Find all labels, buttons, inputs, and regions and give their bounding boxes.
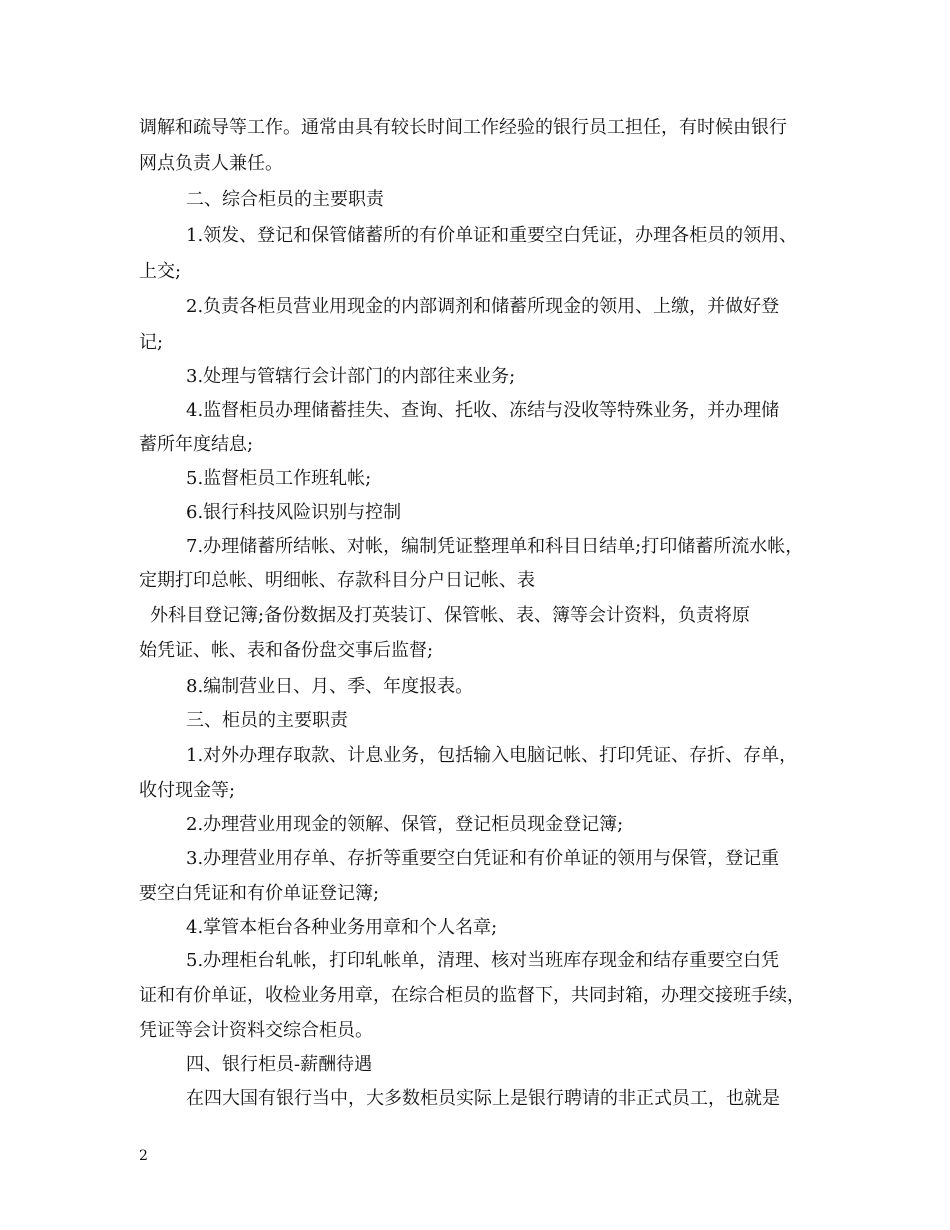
text-line: 外科目登记簿;备份数据及打英装订、保管帐、表、簿等会计资料，负责将原 bbox=[150, 605, 751, 626]
text-line: 5.监督柜员工作班轧帐; bbox=[186, 468, 372, 489]
text-line: 2.负责各柜员营业用现金的内部调剂和储蓄所现金的领用、上缴，并做好登 bbox=[186, 296, 780, 317]
text-line: 5.办理柜台轧帐，打印轧帐单，清理、核对当班库存现金和结存重要空白凭 bbox=[186, 950, 780, 971]
text-line: 定期打印总帐、明细帐、存款科目分户日记帐、表 bbox=[139, 570, 535, 591]
text-line: 上交; bbox=[139, 261, 182, 282]
text-line: 4.监督柜员办理储蓄挂失、查询、托收、冻结与没收等特殊业务，并办理储 bbox=[186, 400, 780, 421]
text-line: 蓄所年度结息; bbox=[139, 434, 254, 455]
page-number: 2 bbox=[139, 1148, 148, 1164]
text-line: 在四大国有银行当中，大多数柜员实际上是银行聘请的非正式员工，也就是 bbox=[186, 1088, 780, 1109]
text-line: 1.领发、登记和保管储蓄所的有价单证和重要空白凭证，办理各柜员的领用、 bbox=[186, 225, 798, 246]
text-line: 3.办理营业用存单、存折等重要空白凭证和有价单证的领用与保管，登记重 bbox=[186, 848, 780, 869]
text-line: 8.编制营业日、月、季、年度报表。 bbox=[186, 676, 474, 697]
text-line: 收付现金等; bbox=[139, 780, 236, 801]
text-line: 7.办理储蓄所结帐、对帐，编制凭证整理单和科目日结单;打印储蓄所流水帐， bbox=[186, 536, 804, 557]
text-line: 证和有价单证，收检业务用章，在综合柜员的监督下，共同封箱，办理交接班手续， bbox=[139, 985, 805, 1006]
text-line: 6.银行科技风险识别与控制 bbox=[186, 502, 402, 523]
text-line: 网点负责人兼任。 bbox=[139, 153, 283, 174]
text-line: 要空白凭证和有价单证登记簿; bbox=[139, 883, 380, 904]
text-line: 1.对外办理存取款、计息业务，包括输入电脑记帐、打印凭证、存折、存单， bbox=[186, 745, 798, 766]
text-line: 调解和疏导等工作。通常由具有较长时间工作经验的银行员工担任，有时候由银行 bbox=[139, 117, 787, 138]
text-line: 记; bbox=[139, 332, 164, 353]
text-line: 2.办理营业用现金的领解、保管，登记柜员现金登记簿; bbox=[186, 814, 624, 835]
text-line: 始凭证、帐、表和备份盘交事后监督; bbox=[139, 640, 434, 661]
section-heading: 二、综合柜员的主要职责 bbox=[186, 189, 384, 210]
text-line: 4.掌管本柜台各种业务用章和个人名章; bbox=[186, 917, 498, 938]
section-heading: 三、柜员的主要职责 bbox=[186, 710, 348, 731]
text-line: 凭证等会计资料交综合柜员。 bbox=[139, 1020, 373, 1041]
text-line: 3.处理与管辖行会计部门的内部往来业务; bbox=[186, 366, 516, 387]
section-heading: 四、银行柜员-薪酬待遇 bbox=[186, 1054, 373, 1075]
